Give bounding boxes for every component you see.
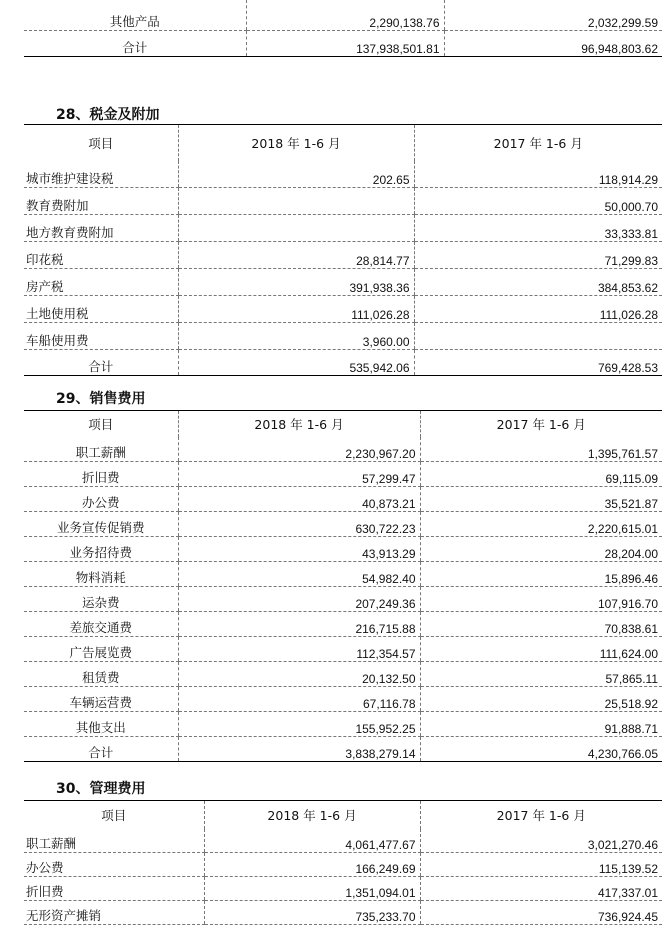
value-2018	[178, 188, 414, 215]
col-header-item: 项目	[24, 801, 204, 829]
value-2017: 417,337.01	[420, 877, 662, 901]
value-2017: 3,021,270.46	[420, 829, 662, 853]
value-2018: 137,938,501.81	[246, 30, 444, 56]
row-label: 折旧费	[24, 462, 178, 487]
table-row	[24, 853, 662, 877]
value-2017: 111,026.28	[414, 296, 662, 323]
table-row	[24, 296, 662, 323]
row-label: 无形资产摊销	[24, 901, 204, 925]
value-2018: 1,351,094.01	[204, 877, 420, 901]
table-row-total	[24, 737, 662, 762]
value-2017: 118,914.29	[414, 161, 662, 188]
row-label: 房产税	[24, 269, 178, 296]
value-2018: 112,354.57	[178, 637, 420, 662]
value-2017: 25,518.92	[420, 687, 662, 712]
row-label: 其他支出	[24, 712, 178, 737]
value-2018: 111,026.28	[178, 296, 414, 323]
value-2017: 1,395,761.57	[420, 437, 662, 462]
col-header-item: 项目	[24, 125, 178, 161]
table-row	[24, 587, 662, 612]
value-2018: 391,938.36	[178, 269, 414, 296]
value-2017: 57,865.11	[420, 662, 662, 687]
row-label: 车辆运营费	[24, 687, 178, 712]
value-2017: 384,853.62	[414, 269, 662, 296]
row-label: 折旧费	[24, 877, 204, 901]
row-label: 职工薪酬	[24, 829, 204, 853]
tax-surcharge-table	[24, 124, 662, 376]
value-2017: 4,230,766.05	[420, 737, 662, 762]
header-row	[24, 801, 662, 829]
value-2018: 2,290,138.76	[246, 0, 444, 30]
row-label: 运杂费	[24, 587, 178, 612]
row-label: 其他产品	[24, 0, 246, 30]
table-row	[24, 901, 662, 925]
header-row	[24, 411, 662, 437]
table-row	[24, 829, 662, 853]
value-2017: 71,299.83	[414, 242, 662, 269]
table-row	[24, 242, 662, 269]
row-label: 办公费	[24, 853, 204, 877]
value-2017: 50,000.70	[414, 188, 662, 215]
value-2017	[414, 323, 662, 350]
row-label: 租赁费	[24, 662, 178, 687]
value-2017: 2,032,299.59	[444, 0, 662, 30]
table-row	[24, 562, 662, 587]
selling-expense-table	[24, 410, 662, 762]
value-2017: 107,916.70	[420, 587, 662, 612]
table-row	[24, 487, 662, 512]
row-label: 办公费	[24, 487, 178, 512]
section-title-28: 28、税金及附加	[56, 107, 160, 123]
value-2017: 736,924.45	[420, 901, 662, 925]
col-header-2017: 2017 年 1-6 月	[420, 801, 662, 829]
table-row	[24, 512, 662, 537]
value-2018: 735,233.70	[204, 901, 420, 925]
value-2018: 207,249.36	[178, 587, 420, 612]
table-row-total	[24, 350, 662, 376]
value-2017: 69,115.09	[420, 462, 662, 487]
table-row	[24, 687, 662, 712]
top-table	[24, 0, 662, 57]
value-2018: 3,838,279.14	[178, 737, 420, 762]
admin-expense-table	[24, 800, 662, 925]
table-row	[24, 269, 662, 296]
row-label: 广告展览费	[24, 637, 178, 662]
value-2017: 769,428.53	[414, 350, 662, 376]
value-2018: 155,952.25	[178, 712, 420, 737]
table-row	[24, 877, 662, 901]
value-2018	[178, 215, 414, 242]
value-2018: 20,132.50	[178, 662, 420, 687]
value-2017: 70,838.61	[420, 612, 662, 637]
value-2018: 57,299.47	[178, 462, 420, 487]
col-header-2018: 2018 年 1-6 月	[178, 125, 414, 161]
value-2017: 2,220,615.01	[420, 512, 662, 537]
value-2018: 43,913.29	[178, 537, 420, 562]
row-label: 地方教育费附加	[24, 215, 178, 242]
col-header-item: 项目	[24, 411, 178, 437]
value-2018: 54,982.40	[178, 562, 420, 587]
value-2017: 35,521.87	[420, 487, 662, 512]
value-2018: 28,814.77	[178, 242, 414, 269]
table-row	[24, 437, 662, 462]
table-row	[24, 188, 662, 215]
row-label: 合计	[24, 30, 246, 56]
col-header-2017: 2017 年 1-6 月	[414, 125, 662, 161]
row-label: 城市维护建设税	[24, 161, 178, 188]
value-2017: 111,624.00	[420, 637, 662, 662]
table-row	[24, 637, 662, 662]
value-2018: 67,116.78	[178, 687, 420, 712]
row-label: 职工薪酬	[24, 437, 178, 462]
table-row	[24, 612, 662, 637]
value-2018: 3,960.00	[178, 323, 414, 350]
table-row	[24, 462, 662, 487]
table-row	[24, 537, 662, 562]
table-row	[24, 323, 662, 350]
col-header-2018: 2018 年 1-6 月	[178, 411, 420, 437]
row-label: 合计	[24, 350, 178, 376]
table-row	[24, 215, 662, 242]
section-title-29: 29、销售费用	[56, 391, 146, 407]
value-2017: 15,896.46	[420, 562, 662, 587]
row-label: 教育费附加	[24, 188, 178, 215]
value-2017: 33,333.81	[414, 215, 662, 242]
value-2018: 4,061,477.67	[204, 829, 420, 853]
value-2018: 2,230,967.20	[178, 437, 420, 462]
value-2018: 630,722.23	[178, 512, 420, 537]
header-row	[24, 125, 662, 161]
value-2018: 535,942.06	[178, 350, 414, 376]
value-2018: 216,715.88	[178, 612, 420, 637]
col-header-2017: 2017 年 1-6 月	[420, 411, 662, 437]
value-2017: 28,204.00	[420, 537, 662, 562]
value-2018: 202.65	[178, 161, 414, 188]
value-2018: 40,873.21	[178, 487, 420, 512]
row-label: 业务招待费	[24, 537, 178, 562]
table-row	[24, 0, 662, 30]
row-label: 土地使用税	[24, 296, 178, 323]
table-row	[24, 161, 662, 188]
row-label: 印花税	[24, 242, 178, 269]
value-2018: 166,249.69	[204, 853, 420, 877]
row-label: 物料消耗	[24, 562, 178, 587]
table-row-total	[24, 30, 662, 56]
row-label: 车船使用费	[24, 323, 178, 350]
row-label: 业务宣传促销费	[24, 512, 178, 537]
row-label: 合计	[24, 737, 178, 762]
col-header-2018: 2018 年 1-6 月	[204, 801, 420, 829]
value-2017: 91,888.71	[420, 712, 662, 737]
table-row	[24, 712, 662, 737]
table-row	[24, 662, 662, 687]
value-2017: 115,139.52	[420, 853, 662, 877]
row-label: 差旅交通费	[24, 612, 178, 637]
value-2017: 96,948,803.62	[444, 30, 662, 56]
section-title-30: 30、管理费用	[56, 781, 146, 797]
